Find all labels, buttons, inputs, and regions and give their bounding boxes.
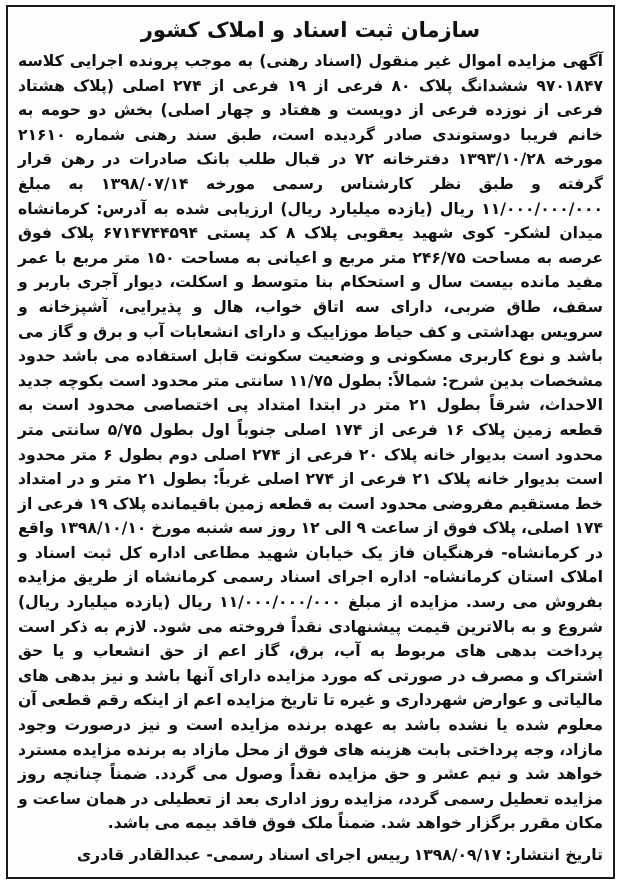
notice-body: آگهی مزایده اموال غیر منقول (اسناد رهنی) به موجب پرونده اجرایی کلاسه ۹۷۰۱۸۴۷ ششدانگ پلاک ۸۰ فرعی از ۱۹ فرعی از ۲۷۴ اصلی (پلاک هشتاد فرعی از نوزده فرعی از دویست و هفتاد و چهار اصلی) بخش دو حومه به خانم فریبا دوستوندی صادر گردیده است، طبق سند رهنی شماره ۲۱۶۱۰ مورخه ۱۳۹۳/۱۰/۲۸ دفترخانه ۷۲ در قبال طلب بانک صادرات در رهن قرار گرفته و طبق نظر کارشناس رسمی مورخه ۱۳۹۸/۰۷/۱۴ به مبلغ ۱۱/۰۰۰/۰۰۰/۰۰۰ ریال (یازده میلیارد ریال) ارزیابی شده به آدرس: کرمانشاه میدان لشکر- کوی شهید یعقوبی پلاک ۸ کد پستی ۶۷۱۴۷۴۴۵۹۴ پلاک فوق عرصه به مساحت ۲۴۶/۷۵ متر مربع و اعیانی به مساحت ۱۵۰ متر مربع با عمر مفید مانده بیست سال و استحکام بنا متوسط و اسکلت، دیوار آجری باربر و سقف، طاق ضربی، دارای سه اتاق خواب، هال و پذیرایی، آشپزخانه و سرویس بهداشتی و کف حیاط موزاییک و دارای انشعابات آب و برق و گاز می باشد و نوع کاربری مسکونی و وضعیت سکونت قابل استفاده می باشد حدود مشخصات بدین شرح: شمالاً: بطول ۱۱/۷۵ سانتی متر محدود است بکوچه جدید الاحداث، شرقاً بطول ۲۱ متر در ابتدا امتداد پی اختصاصی محدود است به قطعه زمین پلاک ۱۶ فرعی از ۱۷۴ اصلی جنوباً اول بطول ۵/۷۵ سانتی متر محدود است بدیوار خانه پلاک ۲۰ فرعی از ۲۷۴ اصلی دوم بطول ۶ متر محدود است بدیوار خانه پلاک ۲۱ فرعی از ۲۷۴ اصلی غرباً: بطول ۲۱ متر و در امتداد خط مستقیم مفروضی محدود است به قطعه زمین باقیمانده پلاک ۱۹ فرعی از ۱۷۴ اصلی، پلاک فوق از ساعت ۹ الی ۱۲ روز سه شنبه مورخ ۱۳۹۸/۱۰/۱۰ واقع در کرمانشاه- فرهنگیان فاز یک خیابان شهید مطاعی اداره کل ثبت اسناد و املاک استان کرمانشاه- اداره اجرای اسناد رسمی کرمانشاه از طریق مزایده بفروش می رسد. مزایده از مبلغ ۱۱/۰۰۰/۰۰۰/۰۰۰ ریال (یازده میلیارد ریال) شروع و به بالاترین قیمت پیشنهادی نقداً فروخته می شود. لازم به ذکر است پرداخت بدهی های مربوط به آب، برق، گاز اعم از حق انشعاب و یا حق اشتراک و مصرف در صورتی که مورد مزایده دارای آنها باشد و نیز بدهی های مالیاتی و عوارض شهرداری و غیره تا تاریخ مزایده اعم از اینکه رقم قطعی آن معلوم شده یا نشده باشد به عهده برنده مزایده است و نیز درصورت وجود مازاد، وجه پرداختی بابت هزینه های فوق از محل مازاد به برنده مزایده مسترد خواهد شد و نیم عشر و حق مزایده نقداً وصول می گردد. ضمناً چنانچه روز مزایده تعطیل رسمی گردد، مزایده روز اداری بعد از تعطیلی در همان ساعت و مکان مقرر برگزار خواهد شد. ضمناً ملک فوق فاقد بیمه می باشد.	[18, 52, 604, 833]
publish-date: ۱۳۹۸/۰۹/۱۷	[413, 846, 502, 864]
notice-frame	[6, 5, 615, 879]
signature: رییس اجرای اسناد رسمی- عبدالقادر قادری	[76, 846, 410, 864]
notice-footer	[18, 843, 603, 867]
notice-title: سازمان ثبت اسناد و املاک کشور	[140, 18, 481, 42]
publish-date-label: تاریخ انتشار:	[505, 846, 603, 864]
notice-content	[18, 15, 603, 871]
